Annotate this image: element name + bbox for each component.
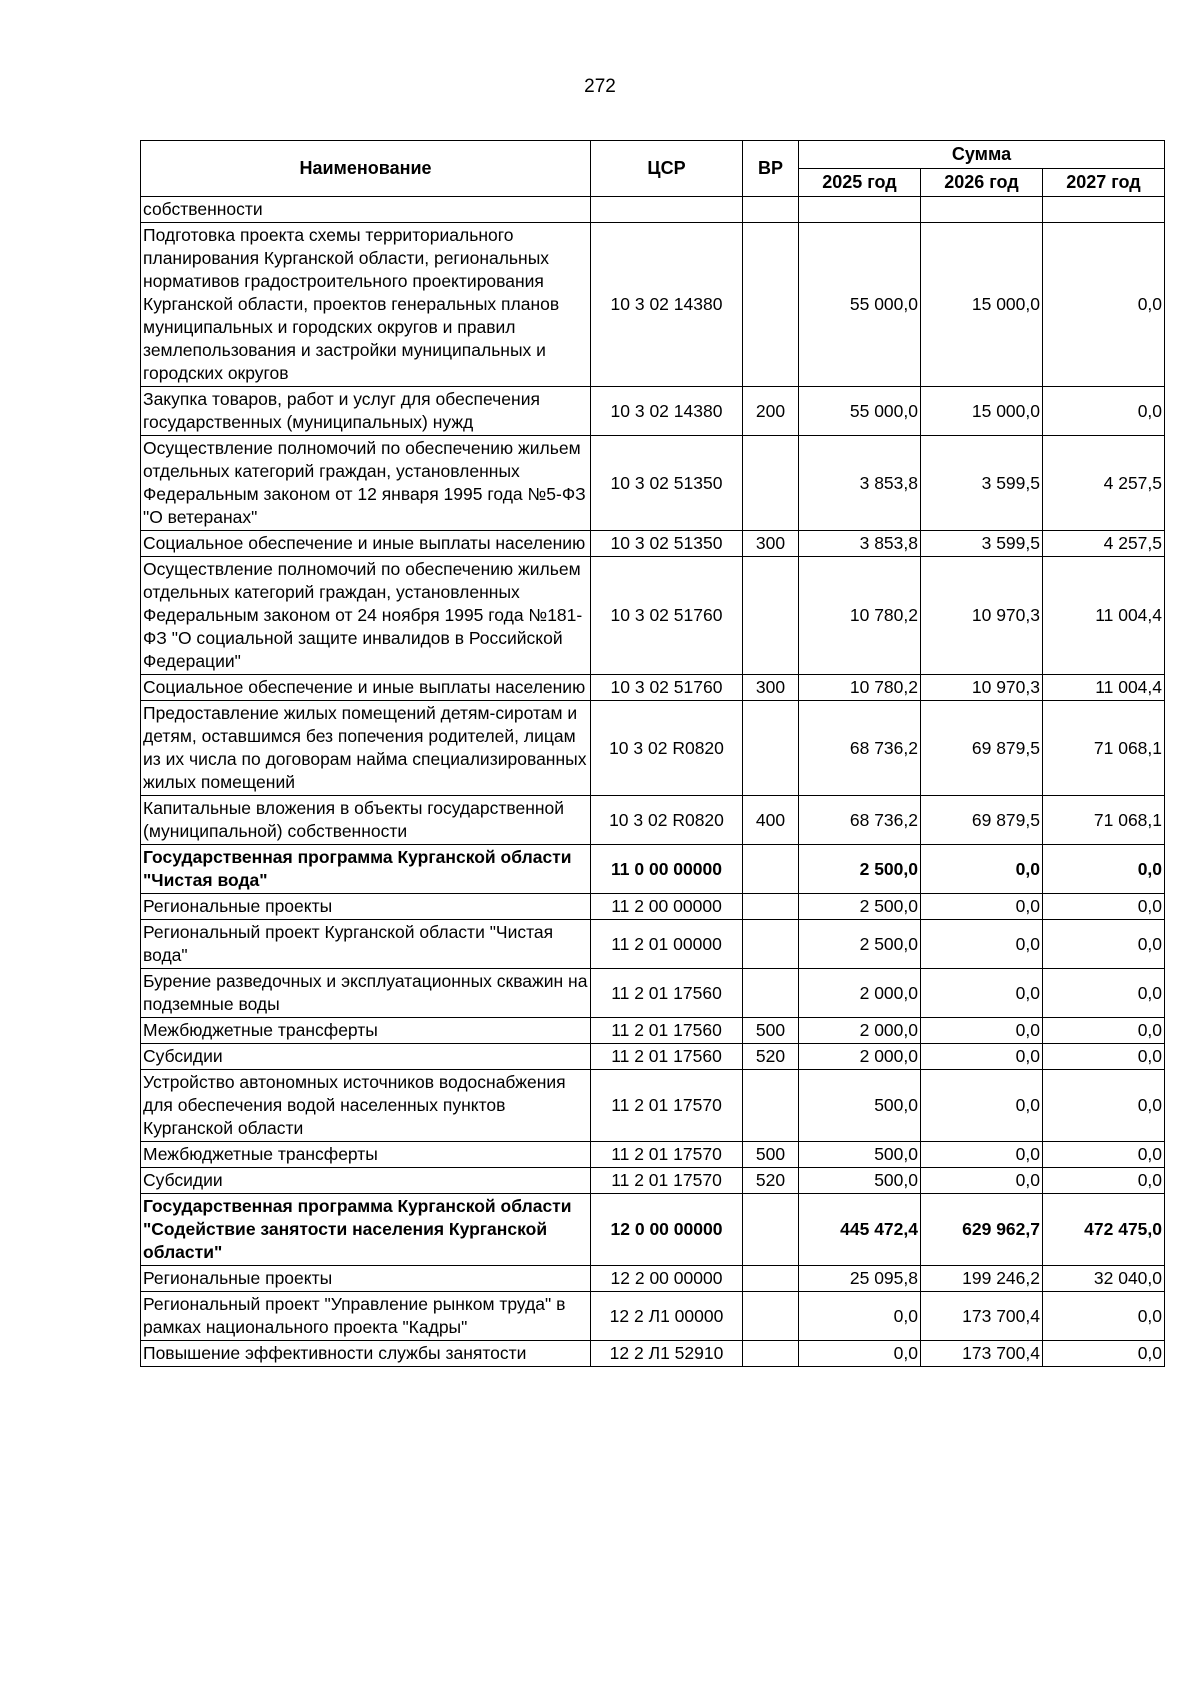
row-csr: 11 2 01 17570: [591, 1168, 743, 1194]
row-sum-2026: 173 700,4: [921, 1292, 1043, 1341]
table-row: [141, 1070, 1165, 1142]
row-name: Социальное обеспечение и иные выплаты населению: [141, 675, 591, 701]
row-sum-2027: 0,0: [1043, 1168, 1165, 1194]
row-name: Социальное обеспечение и иные выплаты населению: [141, 531, 591, 557]
row-sum-2026: 10 970,3: [921, 675, 1043, 701]
row-name: Межбюджетные трансферты: [141, 1142, 591, 1168]
header-vr: ВР: [743, 141, 799, 197]
row-sum-2026: 15 000,0: [921, 223, 1043, 387]
row-name: Повышение эффективности службы занятости: [141, 1341, 591, 1367]
row-name: Государственная программа Курганской области "Содействие занятости населения Курганской области": [141, 1194, 591, 1266]
table-row: [141, 701, 1165, 796]
row-sum-2027: 0,0: [1043, 845, 1165, 894]
table-row: [141, 1194, 1165, 1266]
row-sum-2026: 199 246,2: [921, 1266, 1043, 1292]
row-sum-2025: 2 000,0: [799, 969, 921, 1018]
table-row: [141, 1292, 1165, 1341]
row-csr: 10 3 02 R0820: [591, 796, 743, 845]
row-csr: 11 2 00 00000: [591, 894, 743, 920]
row-sum-2027: 0,0: [1043, 920, 1165, 969]
table-header: [141, 141, 1165, 197]
row-vr: 300: [743, 531, 799, 557]
header-year-2026: 2026 год: [921, 169, 1043, 197]
row-sum-2025: 55 000,0: [799, 387, 921, 436]
row-sum-2025: 445 472,4: [799, 1194, 921, 1266]
row-name: собственности: [141, 197, 591, 223]
row-sum-2026: 0,0: [921, 920, 1043, 969]
row-csr: 11 2 01 17570: [591, 1142, 743, 1168]
row-sum-2026: 629 962,7: [921, 1194, 1043, 1266]
table-row: [141, 436, 1165, 531]
header-year-2027: 2027 год: [1043, 169, 1165, 197]
table-row: [141, 1044, 1165, 1070]
row-name: Межбюджетные трансферты: [141, 1018, 591, 1044]
row-name: Региональные проекты: [141, 1266, 591, 1292]
budget-table: [140, 140, 1165, 1367]
row-vr: 520: [743, 1044, 799, 1070]
row-vr: [743, 1070, 799, 1142]
row-sum-2026: 3 599,5: [921, 436, 1043, 531]
row-sum-2027: 0,0: [1043, 1044, 1165, 1070]
row-csr: 11 2 01 17560: [591, 969, 743, 1018]
row-sum-2025: 500,0: [799, 1070, 921, 1142]
row-sum-2026: [921, 197, 1043, 223]
row-vr: [743, 1194, 799, 1266]
row-csr: 10 3 02 51760: [591, 675, 743, 701]
row-sum-2026: 0,0: [921, 1142, 1043, 1168]
row-vr: [743, 845, 799, 894]
row-vr: [743, 197, 799, 223]
row-csr: 12 2 Л1 00000: [591, 1292, 743, 1341]
row-sum-2027: 0,0: [1043, 1292, 1165, 1341]
row-sum-2025: 500,0: [799, 1168, 921, 1194]
row-sum-2025: 0,0: [799, 1292, 921, 1341]
table-row: [141, 969, 1165, 1018]
row-csr: 12 2 Л1 52910: [591, 1341, 743, 1367]
table-row: [141, 1341, 1165, 1367]
row-sum-2026: 0,0: [921, 894, 1043, 920]
row-sum-2025: 25 095,8: [799, 1266, 921, 1292]
row-sum-2026: 10 970,3: [921, 557, 1043, 675]
table-row: [141, 894, 1165, 920]
row-sum-2025: 2 000,0: [799, 1044, 921, 1070]
row-sum-2026: 69 879,5: [921, 796, 1043, 845]
row-csr: 10 3 02 51350: [591, 531, 743, 557]
row-name: Субсидии: [141, 1044, 591, 1070]
table-row: [141, 796, 1165, 845]
row-sum-2026: 3 599,5: [921, 531, 1043, 557]
row-csr: 10 3 02 51760: [591, 557, 743, 675]
table-body: [141, 197, 1165, 1367]
row-vr: [743, 436, 799, 531]
page-number: 272: [584, 76, 616, 97]
row-vr: [743, 969, 799, 1018]
row-sum-2027: 0,0: [1043, 1341, 1165, 1367]
row-sum-2027: 32 040,0: [1043, 1266, 1165, 1292]
table-row: [141, 387, 1165, 436]
row-csr: 11 2 01 17570: [591, 1070, 743, 1142]
row-sum-2025: 3 853,8: [799, 531, 921, 557]
row-sum-2027: 0,0: [1043, 1070, 1165, 1142]
row-csr: 10 3 02 R0820: [591, 701, 743, 796]
row-vr: 200: [743, 387, 799, 436]
row-sum-2027: 11 004,4: [1043, 557, 1165, 675]
table-row: [141, 1018, 1165, 1044]
table-row: [141, 920, 1165, 969]
table-row: [141, 1266, 1165, 1292]
row-vr: [743, 223, 799, 387]
row-csr: 11 0 00 00000: [591, 845, 743, 894]
row-sum-2025: 68 736,2: [799, 701, 921, 796]
row-sum-2027: 0,0: [1043, 969, 1165, 1018]
header-sum: Сумма: [799, 141, 1165, 169]
row-name: Региональные проекты: [141, 894, 591, 920]
row-vr: [743, 894, 799, 920]
row-sum-2025: 2 500,0: [799, 920, 921, 969]
row-name: Капитальные вложения в объекты государственной (муниципальной) собственности: [141, 796, 591, 845]
row-sum-2026: 0,0: [921, 969, 1043, 1018]
row-sum-2025: 10 780,2: [799, 675, 921, 701]
row-csr: 10 3 02 14380: [591, 387, 743, 436]
row-sum-2025: 0,0: [799, 1341, 921, 1367]
table-row: [141, 531, 1165, 557]
table-row: [141, 1168, 1165, 1194]
row-sum-2025: 10 780,2: [799, 557, 921, 675]
row-sum-2027: 71 068,1: [1043, 796, 1165, 845]
row-vr: [743, 1341, 799, 1367]
row-sum-2027: 4 257,5: [1043, 436, 1165, 531]
row-sum-2027: 472 475,0: [1043, 1194, 1165, 1266]
table-row: [141, 1142, 1165, 1168]
row-sum-2026: 0,0: [921, 1018, 1043, 1044]
row-vr: 500: [743, 1142, 799, 1168]
row-vr: 400: [743, 796, 799, 845]
row-sum-2025: 68 736,2: [799, 796, 921, 845]
row-sum-2027: [1043, 197, 1165, 223]
row-sum-2025: 3 853,8: [799, 436, 921, 531]
table-row: [141, 675, 1165, 701]
row-name: Закупка товаров, работ и услуг для обеспечения государственных (муниципальных) нужд: [141, 387, 591, 436]
row-sum-2027: 0,0: [1043, 1142, 1165, 1168]
row-vr: [743, 920, 799, 969]
row-csr: 11 2 01 00000: [591, 920, 743, 969]
table-row: [141, 197, 1165, 223]
row-csr: 11 2 01 17560: [591, 1018, 743, 1044]
row-sum-2025: 55 000,0: [799, 223, 921, 387]
row-name: Субсидии: [141, 1168, 591, 1194]
row-sum-2025: 2 500,0: [799, 894, 921, 920]
row-sum-2026: 0,0: [921, 1070, 1043, 1142]
row-sum-2026: 0,0: [921, 1168, 1043, 1194]
row-sum-2025: 2 500,0: [799, 845, 921, 894]
row-sum-2027: 0,0: [1043, 223, 1165, 387]
row-name: Осуществление полномочий по обеспечению жильем отдельных категорий граждан, установленных Федеральным законом от 12 января 1995 года №5-ФЗ "О ветеранах": [141, 436, 591, 531]
row-sum-2026: 0,0: [921, 845, 1043, 894]
row-name: Государственная программа Курганской области "Чистая вода": [141, 845, 591, 894]
row-sum-2027: 71 068,1: [1043, 701, 1165, 796]
row-name: Осуществление полномочий по обеспечению жильем отдельных категорий граждан, установленных Федеральным законом от 24 ноября 1995 года №181-ФЗ "О социальной защите инвалидов в Российской Федерации": [141, 557, 591, 675]
row-vr: [743, 1266, 799, 1292]
table-row: [141, 845, 1165, 894]
row-name: Региональный проект Курганской области "Чистая вода": [141, 920, 591, 969]
header-csr: ЦСР: [591, 141, 743, 197]
row-sum-2027: 0,0: [1043, 894, 1165, 920]
row-sum-2026: 0,0: [921, 1044, 1043, 1070]
row-sum-2026: 15 000,0: [921, 387, 1043, 436]
row-vr: 300: [743, 675, 799, 701]
row-sum-2025: [799, 197, 921, 223]
row-sum-2027: 0,0: [1043, 387, 1165, 436]
row-name: Подготовка проекта схемы территориального планирования Курганской области, региональных нормативов градостроительного проектирования Курганской области, проектов генеральных планов муниципальных и городских округов и правил землепользования и застройки муниципальных и городских округов: [141, 223, 591, 387]
row-name: Предоставление жилых помещений детям-сиротам и детям, оставшимся без попечения родителей, лицам из их числа по договорам найма специализированных жилых помещений: [141, 701, 591, 796]
table-row: [141, 557, 1165, 675]
row-sum-2027: 4 257,5: [1043, 531, 1165, 557]
row-sum-2027: 0,0: [1043, 1018, 1165, 1044]
row-vr: [743, 701, 799, 796]
header-name: Наименование: [141, 141, 591, 197]
row-sum-2027: 11 004,4: [1043, 675, 1165, 701]
row-csr: 12 0 00 00000: [591, 1194, 743, 1266]
row-sum-2026: 69 879,5: [921, 701, 1043, 796]
row-csr: 11 2 01 17560: [591, 1044, 743, 1070]
table-row: [141, 223, 1165, 387]
row-sum-2025: 2 000,0: [799, 1018, 921, 1044]
row-sum-2025: 500,0: [799, 1142, 921, 1168]
row-csr: 12 2 00 00000: [591, 1266, 743, 1292]
row-csr: 10 3 02 51350: [591, 436, 743, 531]
row-name: Устройство автономных источников водоснабжения для обеспечения водой населенных пунктов Курганской области: [141, 1070, 591, 1142]
row-csr: [591, 197, 743, 223]
row-vr: [743, 1292, 799, 1341]
row-csr: 10 3 02 14380: [591, 223, 743, 387]
header-year-2025: 2025 год: [799, 169, 921, 197]
row-vr: 500: [743, 1018, 799, 1044]
row-name: Бурение разведочных и эксплуатационных скважин на подземные воды: [141, 969, 591, 1018]
row-vr: [743, 557, 799, 675]
row-name: Региональный проект "Управление рынком труда" в рамках национального проекта "Кадры": [141, 1292, 591, 1341]
row-vr: 520: [743, 1168, 799, 1194]
row-sum-2026: 173 700,4: [921, 1341, 1043, 1367]
